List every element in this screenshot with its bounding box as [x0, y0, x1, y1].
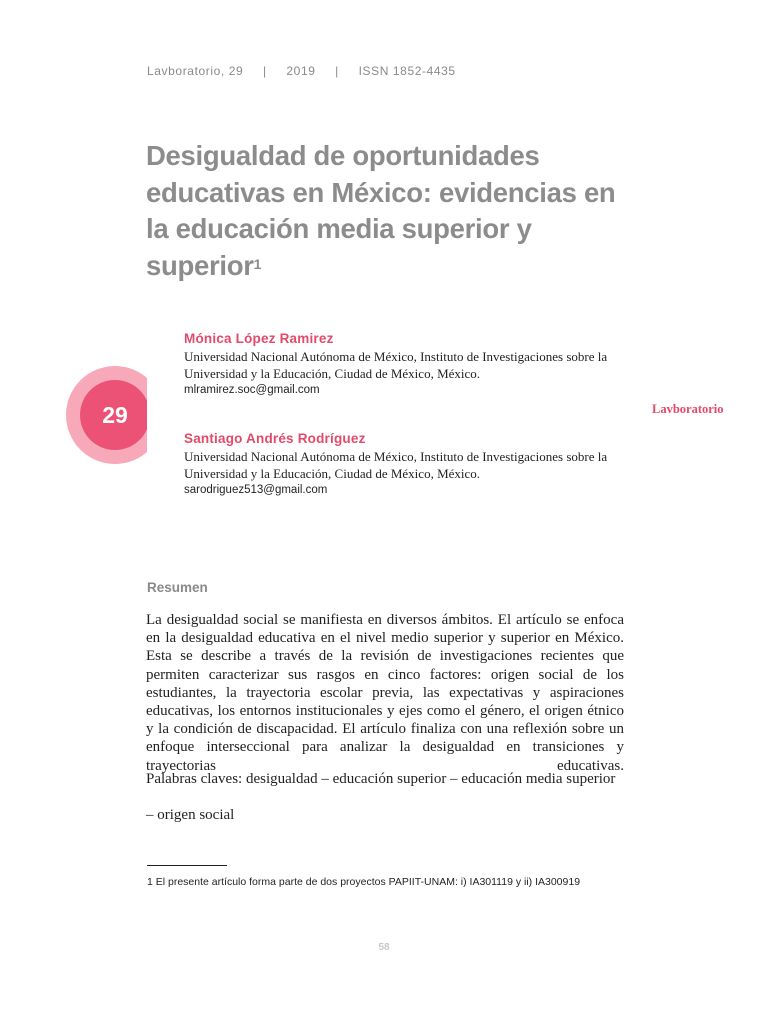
page-number-badge: 29 — [102, 401, 128, 428]
journal-issn: ISSN 1852-4435 — [358, 64, 456, 78]
resumen-heading: Resumen — [147, 580, 208, 595]
author-name: Santiago Andrés Rodríguez — [184, 431, 366, 446]
author-email[interactable]: sarodriguez513@gmail.com — [184, 484, 328, 496]
title-footnote-marker: 1 — [253, 255, 262, 272]
page-badge-mask — [147, 360, 177, 470]
keywords-line-1: Palabras claves: desigualdad – educación superior – educación media superior — [146, 771, 616, 787]
article-title — [146, 138, 616, 284]
author-affiliation: Universidad Nacional Autónoma de México, Instituto de Investigaciones sobre la Universidad y la Educación, Ciudad de México, México. — [184, 349, 608, 381]
article-title-text: Desigualdad de oportunidades educativas en México: evidencias en la educación media superior y superior — [146, 140, 616, 281]
journal-year: 2019 — [286, 64, 316, 78]
header-separator: | — [263, 64, 267, 78]
footnote-text: 1 El presente artículo forma parte de dos proyectos PAPIIT-UNAM: i) IA301119 y ii) IA300919 — [147, 876, 581, 888]
header-separator: | — [335, 64, 339, 78]
keywords-line-2: – origen social — [146, 807, 235, 823]
page-footer-number: 58 — [378, 942, 390, 953]
brand-label: Lavboratorio — [652, 402, 724, 416]
author-name: Mónica López Ramirez — [184, 331, 334, 346]
journal-issue: Lavboratorio, 29 — [147, 64, 244, 78]
author-block-1 — [184, 331, 624, 398]
author-affiliation: Universidad Nacional Autónoma de México, Instituto de Investigaciones sobre la Universidad y la Educación, Ciudad de México, México. — [184, 449, 608, 481]
author-block-2 — [184, 431, 624, 498]
author-email[interactable]: mlramirez.soc@gmail.com — [184, 384, 320, 396]
footnote-divider — [147, 865, 227, 866]
running-header — [147, 64, 456, 78]
abstract-body: La desigualdad social se manifiesta en diversos ámbitos. El artículo se enfoca en la desigualdad educativa en el nivel medio superior y superior en México. Esta se describe a través de la revisión de investigaciones recientes que permiten caracterizar sus rasgos en cinco factores: origen social de los estudiantes, la trayectoria escolar previa, las expectativas y aspiraciones educativas, los entornos institucionales y ejes como el género, el origen étnico y la condición de discapacidad. El artículo finaliza con una reflexión sobre un enfoque interseccional para analizar la desigualdad en transiciones y trayectorias educativas. — [146, 612, 624, 774]
